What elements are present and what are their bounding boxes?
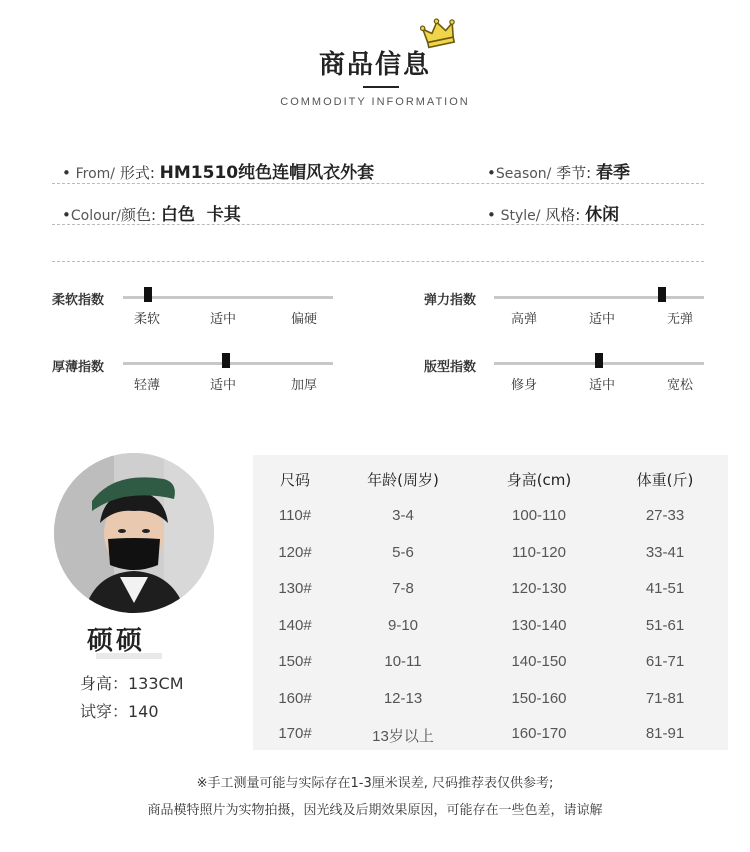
- note-color-difference: 商品模特照片为实物拍摄，因光线及后期效果原因，可能存在一些色差，请谅解: [147, 803, 603, 818]
- model-avatar: [54, 453, 214, 613]
- model-trial-size: 试穿：140: [80, 702, 159, 721]
- table-cell: 7-8: [392, 580, 414, 597]
- attr-season: [487, 158, 630, 183]
- title-underline: [363, 86, 399, 88]
- model-height: 身高：133CM: [80, 674, 184, 693]
- table-cell: 160#: [278, 690, 312, 707]
- table-header: 体重(斤): [636, 471, 694, 489]
- table-cell: 61-71: [645, 653, 685, 670]
- gauge-label: 偏硬: [290, 312, 317, 327]
- table-cell: 3-4: [392, 507, 414, 524]
- attr-colour-en: Colour/: [70, 208, 122, 224]
- table-cell: 33-41: [645, 544, 685, 561]
- table-cell: 12-13: [383, 690, 423, 707]
- attr-colour-value: 白色 卡其: [160, 205, 241, 225]
- divider: [52, 261, 704, 262]
- attr-form-value: HM1510纯色连帽风衣外套: [159, 163, 375, 183]
- model-name: 硕硕: [86, 626, 145, 656]
- gauge-title-thickness: 厚薄指数: [52, 360, 105, 375]
- attr-style-value: 休闲: [585, 205, 620, 225]
- divider: [52, 183, 704, 184]
- attr-style-zh: 风格:: [545, 206, 581, 224]
- table-cell: 160-170: [511, 725, 567, 742]
- table-cell: 81-91: [645, 725, 685, 742]
- table-cell: 170#: [278, 725, 312, 742]
- gauge-title-elasticity: 弹力指数: [424, 293, 477, 308]
- table-cell: 13岁以上: [372, 728, 434, 745]
- gauge-marker-fit: [595, 353, 603, 368]
- gauge-label: 高弹: [510, 312, 537, 327]
- gauge-label: 修身: [510, 378, 537, 393]
- attr-style-en: Style/: [500, 208, 541, 224]
- gauge-label: 宽松: [666, 378, 693, 393]
- gauge-track-softness: [123, 296, 333, 299]
- attr-colour: [62, 200, 241, 225]
- note-measurement: ※手工测量可能与实际存在1-3厘米误差, 尺码推荐表仅供参考;: [196, 776, 554, 791]
- table-cell: 41-51: [645, 580, 685, 597]
- gauge-label: 适中: [209, 378, 236, 393]
- attr-form: [62, 158, 374, 183]
- gauge-label: 柔软: [133, 312, 160, 327]
- bullet-dot: •: [62, 164, 76, 182]
- gauge-label: 适中: [209, 312, 236, 327]
- attr-season-en: Season/: [495, 166, 552, 182]
- gauge-label: 轻薄: [133, 378, 160, 393]
- attr-season-value: 春季: [596, 163, 631, 183]
- gauge-track-elasticity: [494, 296, 704, 299]
- attr-form-en: From/: [75, 166, 116, 182]
- table-cell: 10-11: [384, 653, 422, 670]
- bullet-dot: •: [62, 206, 71, 224]
- attr-style: [487, 200, 619, 225]
- table-cell: 100-110: [512, 507, 566, 524]
- attr-season-zh: 季节:: [556, 164, 592, 182]
- table-cell: 71-81: [645, 690, 685, 707]
- gauge-marker-elasticity: [658, 287, 666, 302]
- size-table: [253, 455, 728, 750]
- gauge-title-softness: 柔软指数: [52, 293, 105, 308]
- table-cell: 27-33: [645, 507, 685, 524]
- gauge-marker-thickness: [222, 353, 230, 368]
- bullet-dot: •: [487, 164, 496, 182]
- table-cell: 51-61: [645, 617, 685, 634]
- table-cell: 150#: [278, 653, 312, 670]
- page-subtitle: COMMODITY INFORMATION: [280, 96, 470, 108]
- divider: [52, 224, 704, 225]
- table-cell: 130-140: [511, 617, 567, 634]
- gauge-label: 适中: [588, 312, 615, 327]
- table-header: 身高(cm): [506, 471, 572, 489]
- attr-form-zh: 形式:: [119, 164, 155, 182]
- gauge-marker-softness: [144, 287, 152, 302]
- table-cell: 140#: [278, 617, 312, 634]
- table-cell: 110-120: [512, 544, 566, 561]
- table-cell: 5-6: [392, 544, 414, 561]
- table-header: 尺码: [279, 471, 310, 489]
- table-cell: 140-150: [511, 653, 567, 670]
- gauge-label: 适中: [588, 378, 615, 393]
- table-cell: 120-130: [511, 580, 567, 597]
- bullet-dot: •: [487, 206, 501, 224]
- gauge-label: 无弹: [666, 312, 693, 327]
- gauge-label: 加厚: [290, 378, 317, 393]
- table-header: 年龄(周岁): [367, 471, 439, 489]
- table-cell: 110#: [278, 507, 312, 524]
- table-cell: 150-160: [511, 690, 567, 707]
- table-cell: 130#: [278, 580, 312, 597]
- table-cell: 120#: [278, 544, 312, 561]
- attr-colour-zh: 颜色:: [121, 206, 157, 224]
- table-cell: 9-10: [387, 617, 419, 634]
- crown-icon: [420, 16, 458, 50]
- gauge-title-fit: 版型指数: [424, 360, 477, 375]
- page-title: 商品信息: [318, 50, 431, 80]
